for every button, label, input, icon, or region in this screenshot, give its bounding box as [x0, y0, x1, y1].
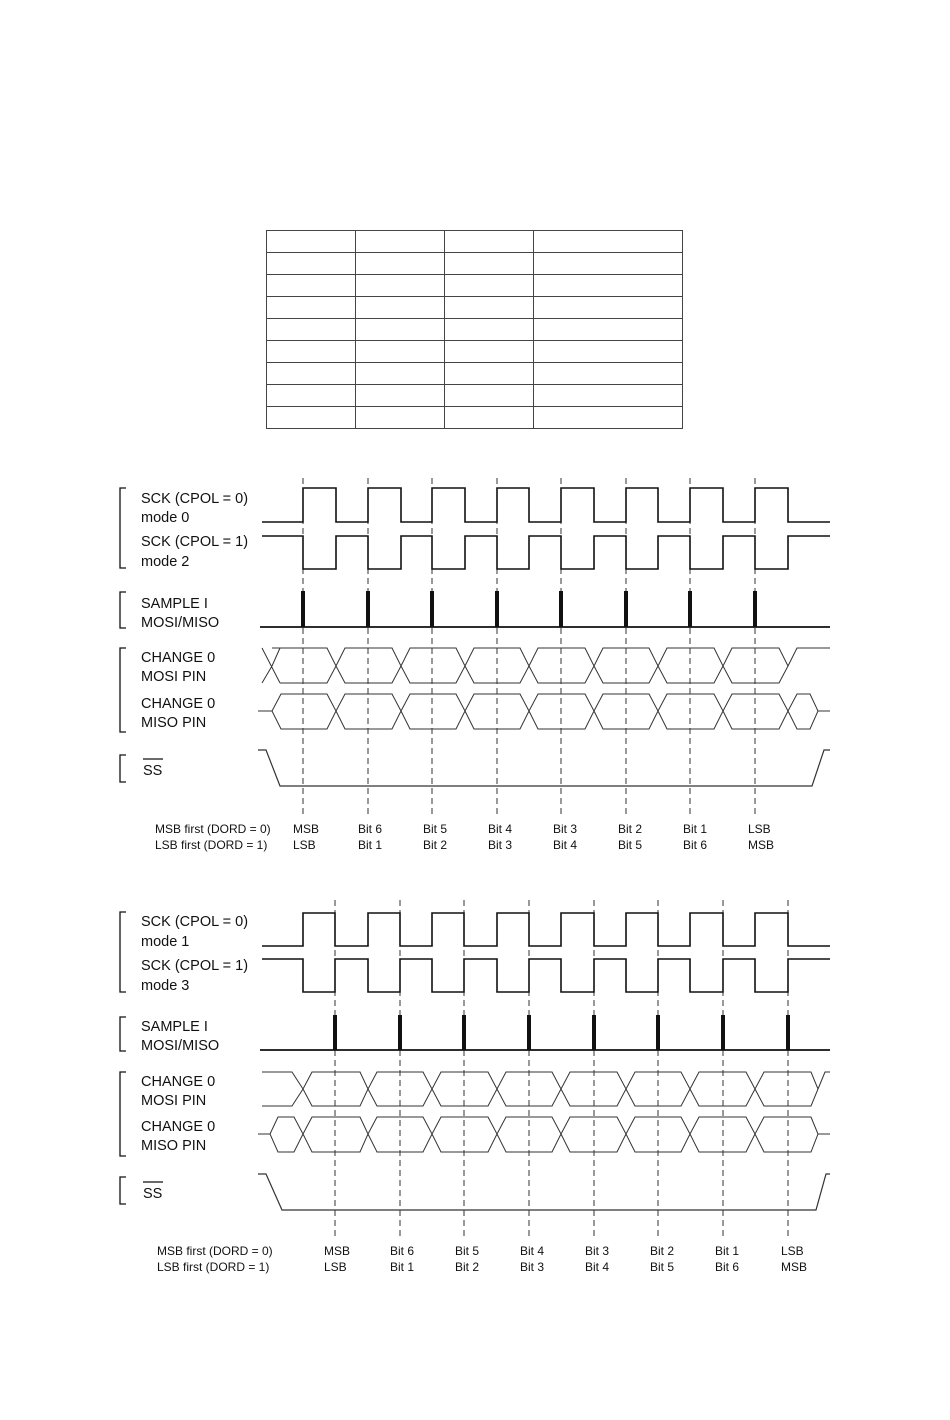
bit-label: Bit 3 — [553, 822, 578, 836]
bit-label: Bit 2 — [618, 822, 643, 836]
bit-label: Bit 3 — [488, 838, 513, 852]
bracket-change — [120, 648, 126, 732]
dashed-guides — [335, 900, 788, 1238]
sck-cpol0-label: SCK (CPOL = 0) — [141, 491, 249, 507]
bit-label: MSB — [781, 1260, 808, 1274]
bit-label: Bit 5 — [618, 838, 643, 852]
bit-label: Bit 3 — [520, 1260, 545, 1274]
sample-pulses — [335, 1015, 788, 1050]
sample-label: SAMPLE I — [141, 1019, 208, 1035]
bit-order-row-msb — [293, 822, 771, 836]
bit-label: Bit 1 — [358, 838, 383, 852]
bit-label: Bit 1 — [715, 1244, 740, 1258]
bit-label: Bit 3 — [585, 1244, 610, 1258]
mode-label: mode 3 — [141, 978, 190, 994]
ss-waveform — [258, 750, 830, 786]
mosi-data-waveform — [262, 1072, 830, 1106]
bit-label: Bit 6 — [715, 1260, 740, 1274]
bit-label: Bit 2 — [455, 1260, 480, 1274]
bracket-sck — [120, 488, 126, 568]
sample-label: SAMPLE I — [141, 596, 208, 612]
bracket-ss — [120, 755, 126, 782]
bracket-change — [120, 1072, 126, 1156]
bit-label: MSB — [748, 838, 775, 852]
ss-waveform — [258, 1174, 830, 1210]
bit-label: Bit 2 — [423, 838, 448, 852]
lsb-first-label: LSB first (DORD = 1) — [157, 1260, 270, 1274]
bit-order-row-msb — [324, 1244, 804, 1258]
bit-label: Bit 5 — [455, 1244, 480, 1258]
timing-diagram-mode-0-2 — [120, 478, 830, 852]
sck-cpol1-label: SCK (CPOL = 1) — [141, 958, 249, 974]
sck-cpol0-waveform — [262, 913, 830, 946]
change-label: CHANGE 0 — [141, 696, 216, 712]
bit-label: Bit 6 — [390, 1244, 415, 1258]
sck-cpol1-label: SCK (CPOL = 1) — [141, 534, 249, 550]
miso-pin-label: MISO PIN — [141, 715, 207, 731]
bit-label: Bit 5 — [423, 822, 448, 836]
change-label: CHANGE 0 — [141, 1119, 216, 1135]
mosi-pin-label: MOSI PIN — [141, 669, 207, 685]
bit-label: LSB — [293, 838, 316, 852]
sck-cpol1-waveform — [262, 536, 830, 569]
sck-cpol1-waveform — [262, 959, 830, 992]
bracket-sck — [120, 912, 126, 992]
timing-diagram-mode-1-3 — [120, 900, 830, 1274]
mode-label: mode 0 — [141, 510, 190, 526]
bracket-sample — [120, 592, 126, 628]
bit-order-row-lsb — [324, 1260, 807, 1274]
change-label: CHANGE 0 — [141, 650, 216, 666]
bit-label: Bit 2 — [650, 1244, 675, 1258]
miso-data-waveform — [258, 694, 830, 729]
mode-label: mode 1 — [141, 934, 190, 950]
lsb-first-label: LSB first (DORD = 1) — [155, 838, 268, 852]
bit-label: Bit 6 — [683, 838, 708, 852]
dashed-guides — [303, 478, 755, 815]
sck-cpol0-waveform — [262, 488, 830, 522]
mosi-data-waveform — [262, 648, 830, 683]
bit-label: LSB — [748, 822, 771, 836]
bit-order-row-lsb — [293, 838, 774, 852]
bit-label: Bit 6 — [358, 822, 383, 836]
bit-label: MSB — [324, 1244, 351, 1258]
bit-label: Bit 4 — [520, 1244, 545, 1258]
sample-pulses — [303, 591, 755, 627]
msb-first-label: MSB first (DORD = 0) — [155, 822, 271, 836]
bracket-ss — [120, 1177, 126, 1204]
sample-pins-label: MOSI/MISO — [141, 1038, 220, 1054]
mosi-pin-label: MOSI PIN — [141, 1093, 207, 1109]
ss-label: SS — [143, 1186, 163, 1202]
bit-label: Bit 5 — [650, 1260, 675, 1274]
miso-data-waveform — [258, 1117, 830, 1152]
bit-label: LSB — [324, 1260, 347, 1274]
change-label: CHANGE 0 — [141, 1074, 216, 1090]
bit-label: Bit 4 — [585, 1260, 610, 1274]
bit-label: Bit 1 — [390, 1260, 415, 1274]
sample-pins-label: MOSI/MISO — [141, 615, 220, 631]
msb-first-label: MSB first (DORD = 0) — [157, 1244, 273, 1258]
miso-pin-label: MISO PIN — [141, 1138, 207, 1154]
bit-label: MSB — [293, 822, 320, 836]
bit-label: Bit 4 — [553, 838, 578, 852]
bit-label: Bit 4 — [488, 822, 513, 836]
mode-label: mode 2 — [141, 554, 190, 570]
bit-label: Bit 1 — [683, 822, 708, 836]
bracket-sample — [120, 1017, 126, 1051]
ss-label: SS — [143, 763, 163, 779]
sck-cpol0-label: SCK (CPOL = 0) — [141, 914, 249, 930]
bit-label: LSB — [781, 1244, 804, 1258]
